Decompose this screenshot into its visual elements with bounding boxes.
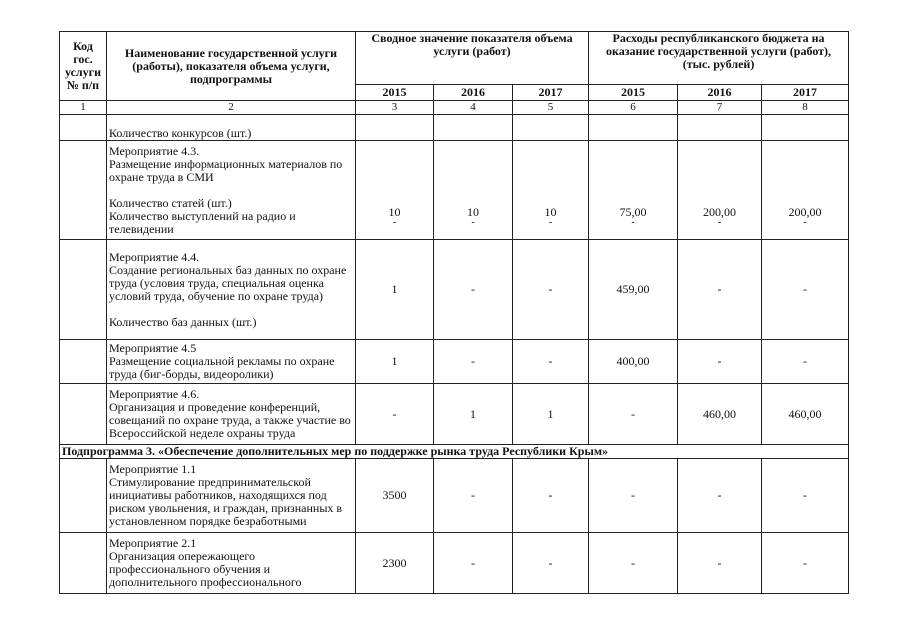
table-row: [60, 115, 849, 141]
value-cell: -: [678, 459, 762, 533]
value-cell: 460,00: [678, 384, 762, 445]
value-cell: -: [762, 340, 849, 384]
value-dash: -: [717, 216, 722, 228]
value-cell: -: [762, 459, 849, 533]
activity-title: Мероприятие 4.5: [109, 341, 197, 355]
header-name: Наименование государственной услуги (работы), показателя объема услуги, подпрограммы: [107, 32, 356, 101]
value-dash: -: [471, 216, 475, 228]
activity-title: Мероприятие 2.1: [109, 536, 197, 550]
table-row: [60, 459, 849, 533]
column-number: 8: [762, 101, 849, 115]
activity-text: Стимулирование предпринимательской инициативы работников, находящихся под риском увольнения, и граждан, признанных в установленном порядке безработными: [109, 475, 343, 528]
value-cell: -: [513, 533, 589, 594]
value-cell: 1: [513, 384, 589, 445]
table-row: [60, 533, 849, 594]
value-dash: -: [392, 216, 397, 228]
activity-title: Мероприятие 4.3.: [109, 143, 200, 158]
value-cell: 200,00: [703, 204, 737, 219]
indicator-text: Количество конкурсов (шт.): [107, 115, 356, 141]
table-row: [60, 141, 849, 240]
activity-title: Мероприятие 4.6.: [109, 387, 200, 401]
value-cell: -: [513, 340, 589, 384]
value-cell: 1: [356, 240, 434, 340]
column-number: 3: [356, 101, 434, 115]
value-cell: -: [762, 240, 849, 340]
column-number: 7: [678, 101, 762, 115]
table-row: [60, 340, 849, 384]
header-summary: Сводное значение показателя объема услуги (работ): [356, 32, 589, 85]
table-row: [60, 384, 849, 445]
value-dash: -: [631, 216, 635, 228]
indicator-text: Количество выступлений на радио и телевидении: [109, 208, 296, 236]
indicator-text: Количество статей (шт.): [109, 195, 232, 210]
activity-text: Создание региональных баз данных по охране труда (условия труда, специальная оценка условий труда, обучение по охране труда): [109, 262, 347, 303]
column-number: 4: [434, 101, 513, 115]
activity-cell: [107, 141, 356, 240]
table-row: [60, 445, 849, 459]
value-cell: -: [513, 459, 589, 533]
activity-text: Организация и проведение конференций, совещаний по охране труда, а также участие во Всероссийской неделе охраны труда: [109, 400, 351, 440]
header-year: 2017: [762, 85, 849, 101]
header-year: 2016: [678, 85, 762, 101]
value-cell: 10: [544, 204, 557, 219]
subprogram-heading: Подпрограмма 3. «Обеспечение дополнительных мер по поддержке рынка труда Республики Крым»: [60, 445, 849, 459]
column-number: 1: [60, 101, 107, 115]
value-cell: -: [589, 459, 678, 533]
table-row: [60, 240, 849, 340]
value-cell: 1: [434, 384, 513, 445]
value-cell: -: [678, 340, 762, 384]
activity-title: Мероприятие 4.4.: [109, 249, 200, 264]
value-cell: 75,00: [619, 204, 647, 219]
value-cell: -: [513, 240, 589, 340]
value-cell: 3500: [356, 459, 434, 533]
activity-title: Мероприятие 1.1: [109, 462, 197, 476]
activity-cell: [107, 240, 356, 340]
value-cell: 400,00: [589, 340, 678, 384]
value-cell: -: [434, 340, 513, 384]
activity-text: Размещение информационных материалов по охране труда в СМИ: [109, 156, 343, 184]
value-cell: -: [434, 533, 513, 594]
value-cell: -: [762, 533, 849, 594]
value-cell: -: [589, 384, 678, 445]
activity-cell: [107, 459, 356, 533]
value-cell: 10: [467, 204, 479, 219]
program-table: [59, 31, 849, 594]
activity-cell: [107, 384, 356, 445]
value-cell: 10: [388, 204, 401, 219]
value-cell: -: [678, 240, 762, 340]
header-budget: Расходы республиканского бюджета на оказание государственной услуги (работ), (тыс. рублей): [589, 32, 849, 85]
value-cell: -: [678, 533, 762, 594]
activity-text: Размещение социальной рекламы по охране труда (биг-борды, видеоролики): [109, 354, 335, 381]
value-cell: 460,00: [762, 384, 849, 445]
activity-cell: [107, 533, 356, 594]
activity-text: Организация опережающего профессионального обучения и дополнительного профессионального: [109, 549, 302, 589]
header-year: 2017: [513, 85, 589, 101]
column-number-row: [60, 101, 849, 115]
value-cell: 2300: [356, 533, 434, 594]
value-cell: -: [589, 533, 678, 594]
column-number: 6: [589, 101, 678, 115]
value-cell: -: [356, 384, 434, 445]
value-cell: 459,00: [589, 240, 678, 340]
header-year: 2016: [434, 85, 513, 101]
column-number: 5: [513, 101, 589, 115]
value-dash: -: [803, 216, 807, 228]
header-code: Код гос. услуги № п/п: [60, 32, 107, 101]
value-dash: -: [548, 216, 553, 228]
header-year: 2015: [589, 85, 678, 101]
indicator-text: Количество баз данных (шт.): [109, 314, 257, 329]
value-cell: 1: [356, 340, 434, 384]
value-cell: -: [434, 459, 513, 533]
header-year: 2015: [356, 85, 434, 101]
value-cell: 200,00: [788, 204, 822, 219]
column-number: 2: [107, 101, 356, 115]
value-cell: -: [434, 240, 513, 340]
activity-cell: [107, 340, 356, 384]
